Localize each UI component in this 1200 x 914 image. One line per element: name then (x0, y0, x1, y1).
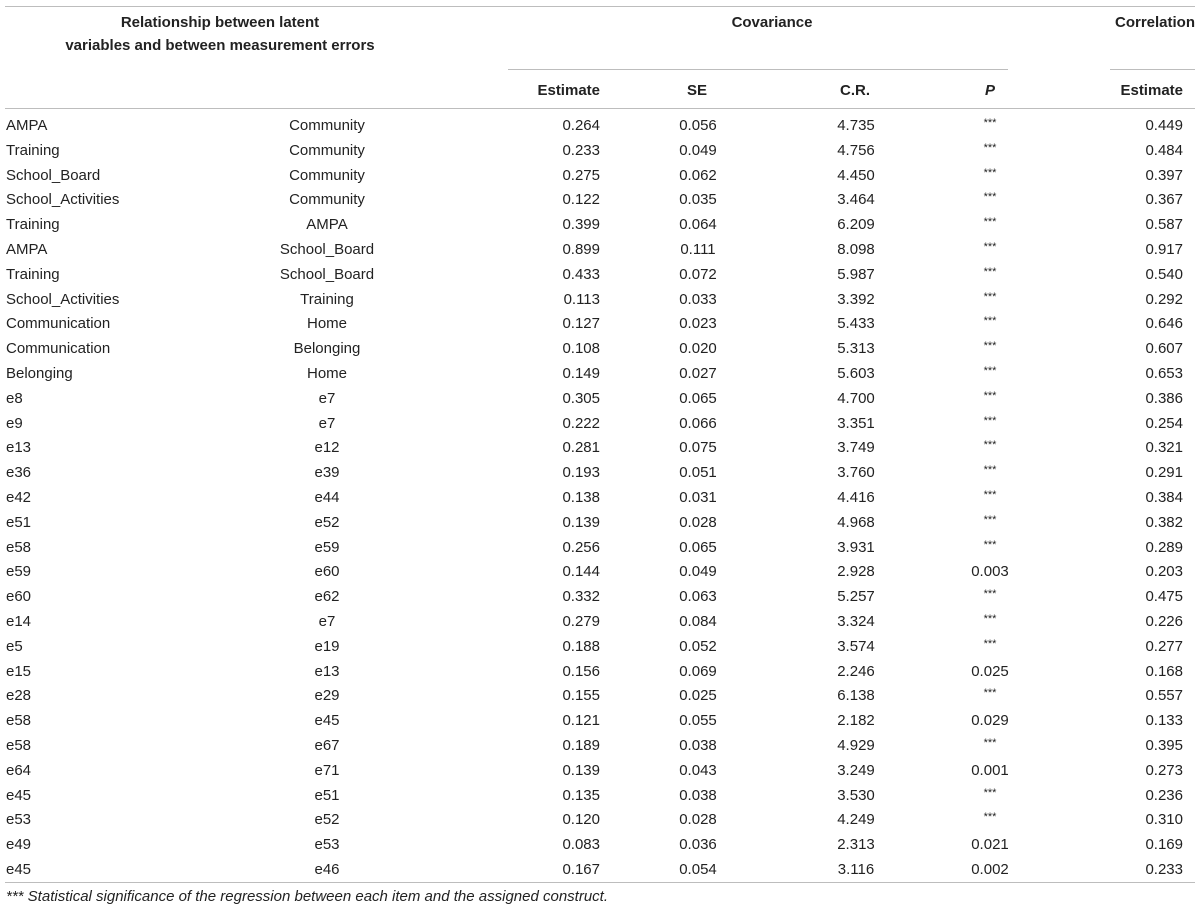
table-body (0, 114, 1200, 883)
correlation-estimate-cell: 0.607 (1145, 340, 1183, 358)
cr-cell: 3.249 (837, 761, 875, 779)
variable-1-cell: e14 (6, 612, 32, 630)
variable-2-cell: Community (289, 166, 365, 184)
table-row (0, 808, 1200, 833)
variable-2-cell: e59 (314, 538, 340, 556)
se-cell: 0.028 (679, 811, 717, 829)
correlation-estimate-cell: 0.917 (1145, 240, 1183, 258)
se-cell: 0.062 (679, 166, 717, 184)
variable-2-cell: e52 (314, 513, 340, 531)
variable-2-cell: e44 (314, 488, 340, 506)
correlation-estimate-cell: 0.168 (1145, 662, 1183, 680)
variable-2-cell: e71 (314, 761, 340, 779)
relationship-header (40, 11, 400, 57)
p-value-cell: *** (983, 141, 997, 154)
se-cell: 0.033 (679, 290, 717, 308)
p-value-cell: *** (983, 736, 997, 749)
se-cell: 0.069 (679, 662, 717, 680)
p-value-cell: *** (983, 191, 997, 204)
variable-1-cell: School_Activities (6, 290, 120, 308)
variable-1-cell: e9 (6, 414, 23, 432)
cr-cell: 6.138 (837, 687, 875, 705)
covariance-estimate-cell: 0.281 (562, 439, 600, 457)
variable-1-cell: Training (6, 141, 60, 159)
p-value-cell: *** (983, 364, 997, 377)
cr-cell: 2.928 (837, 563, 875, 581)
cr-cell: 2.246 (837, 662, 875, 680)
covariance-estimate-cell: 0.193 (562, 464, 600, 482)
table-row (0, 238, 1200, 263)
table-row (0, 734, 1200, 759)
correlation-estimate-cell: 0.382 (1145, 513, 1183, 531)
cr-cell: 3.351 (837, 414, 875, 432)
correlation-estimate-cell: 0.653 (1145, 364, 1183, 382)
se-cell: 0.020 (679, 340, 717, 358)
p-value-cell: *** (983, 389, 997, 402)
se-column-header: SE (686, 82, 707, 99)
variable-2-cell: e29 (314, 687, 340, 705)
se-cell: 0.064 (679, 216, 717, 234)
correlation-estimate-cell: 0.367 (1145, 191, 1183, 209)
variable-2-cell: e62 (314, 588, 340, 606)
table-row (0, 139, 1200, 164)
table-row (0, 511, 1200, 536)
covariance-estimate-cell: 0.332 (562, 588, 600, 606)
covariance-estimate-cell: 0.127 (562, 315, 600, 333)
covariance-estimate-cell: 0.139 (562, 513, 600, 531)
se-cell: 0.049 (679, 141, 717, 159)
p-value-cell: *** (983, 340, 997, 353)
covariance-rule (508, 69, 1008, 70)
p-value-cell: *** (983, 538, 997, 551)
correlation-estimate-cell: 0.273 (1145, 761, 1183, 779)
correlation-estimate-cell: 0.291 (1145, 464, 1183, 482)
table-row (0, 312, 1200, 337)
correlation-estimate-column-header: Estimate (1120, 82, 1183, 99)
table-row (0, 585, 1200, 610)
variable-1-cell: e28 (6, 687, 32, 705)
variable-1-cell: Communication (6, 340, 111, 358)
covariance-estimate-cell: 0.233 (562, 141, 600, 159)
correlation-estimate-cell: 0.292 (1145, 290, 1183, 308)
correlation-estimate-cell: 0.254 (1145, 414, 1183, 432)
variable-1-cell: e36 (6, 464, 32, 482)
variable-2-cell: e53 (314, 836, 340, 854)
covariance-estimate-cell: 0.264 (562, 117, 600, 134)
p-value-cell: *** (983, 315, 997, 328)
covariance-estimate-cell: 0.899 (562, 240, 600, 258)
table-row (0, 833, 1200, 858)
cr-cell: 3.116 (837, 860, 875, 878)
covariance-estimate-cell: 0.222 (562, 414, 600, 432)
table-row (0, 784, 1200, 809)
table-row (0, 858, 1200, 883)
variable-2-cell: e39 (314, 464, 340, 482)
table-row (0, 709, 1200, 734)
covariance-estimate-cell: 0.138 (562, 488, 600, 506)
correlation-estimate-cell: 0.395 (1145, 736, 1183, 754)
se-cell: 0.038 (679, 736, 717, 754)
table-row (0, 263, 1200, 288)
p-value-cell: *** (983, 612, 997, 625)
variable-2-cell: e46 (314, 860, 340, 878)
cr-cell: 3.464 (837, 191, 875, 209)
bottom-rule (5, 882, 1195, 883)
correlation-header: Correlation (1114, 14, 1195, 31)
table-row (0, 536, 1200, 561)
variable-1-cell: e51 (6, 513, 32, 531)
correlation-estimate-cell: 0.475 (1145, 588, 1183, 606)
correlation-estimate-cell: 0.384 (1145, 488, 1183, 506)
variable-1-cell: Communication (6, 315, 111, 333)
p-value-cell: *** (983, 488, 997, 501)
correlation-estimate-cell: 0.484 (1145, 141, 1183, 159)
variable-2-cell: e67 (314, 736, 340, 754)
correlation-estimate-cell: 0.646 (1145, 315, 1183, 333)
table-row (0, 188, 1200, 213)
cr-cell: 6.209 (837, 216, 875, 234)
variable-1-cell: e42 (6, 488, 32, 506)
covariance-estimate-cell: 0.305 (562, 389, 600, 407)
variable-1-cell: School_Activities (6, 191, 120, 209)
cr-column-header: C.R. (840, 82, 870, 99)
se-cell: 0.027 (679, 364, 717, 382)
table-row (0, 759, 1200, 784)
correlation-estimate-cell: 0.587 (1145, 216, 1183, 234)
se-cell: 0.054 (679, 860, 717, 878)
covariance-estimate-cell: 0.121 (562, 712, 600, 730)
variable-2-cell: e7 (318, 389, 336, 407)
correlation-estimate-cell: 0.233 (1145, 860, 1183, 878)
table-row (0, 412, 1200, 437)
top-rule (5, 6, 1195, 7)
covariance-estimate-cell: 0.144 (562, 563, 600, 581)
p-value-cell: *** (983, 265, 997, 278)
p-value-cell: 0.002 (971, 860, 1009, 878)
covariance-estimate-cell: 0.122 (562, 191, 600, 209)
p-value-cell: 0.001 (971, 761, 1009, 779)
variable-1-cell: AMPA (6, 117, 48, 134)
se-cell: 0.072 (679, 265, 717, 283)
cr-cell: 3.530 (837, 786, 875, 804)
table-row (0, 114, 1200, 139)
se-cell: 0.051 (679, 464, 717, 482)
covariance-estimate-cell: 0.135 (562, 786, 600, 804)
cr-cell: 5.433 (837, 315, 875, 333)
variable-2-cell: Home (306, 315, 347, 333)
variable-1-cell: e49 (6, 836, 32, 854)
table-row (0, 362, 1200, 387)
variable-2-cell: School_Board (279, 240, 375, 258)
covariance-estimate-cell: 0.108 (562, 340, 600, 358)
variable-1-cell: e5 (6, 637, 23, 655)
p-column-header: P (984, 82, 995, 99)
covariance-estimate-cell: 0.167 (562, 860, 600, 878)
cr-cell: 2.313 (837, 836, 875, 854)
cr-cell: 5.987 (837, 265, 875, 283)
cr-cell: 4.968 (837, 513, 875, 531)
variable-2-cell: e45 (314, 712, 340, 730)
variable-2-cell: Community (289, 141, 365, 159)
covariance-estimate-cell: 0.113 (563, 290, 600, 308)
variable-2-cell: e51 (314, 786, 340, 804)
se-cell: 0.075 (679, 439, 717, 457)
covariance-estimate-cell: 0.120 (562, 811, 600, 829)
cr-cell: 5.313 (837, 340, 875, 358)
table-row (0, 337, 1200, 362)
p-value-cell: *** (983, 117, 997, 129)
p-value-cell: *** (983, 464, 997, 477)
correlation-estimate-cell: 0.310 (1145, 811, 1183, 829)
se-cell: 0.065 (679, 389, 717, 407)
correlation-estimate-cell: 0.321 (1145, 439, 1183, 457)
table-row (0, 288, 1200, 313)
se-cell: 0.063 (679, 588, 717, 606)
cr-cell: 3.760 (837, 464, 875, 482)
se-cell: 0.055 (679, 712, 717, 730)
variable-2-cell: Community (289, 117, 365, 134)
variable-2-cell: e7 (318, 612, 336, 630)
p-value-cell: *** (983, 439, 997, 452)
p-value-cell: *** (983, 786, 997, 799)
correlation-estimate-cell: 0.289 (1145, 538, 1183, 556)
cr-cell: 4.735 (837, 117, 875, 134)
table-row (0, 684, 1200, 709)
variable-2-cell: School_Board (279, 265, 375, 283)
variable-1-cell: e15 (6, 662, 32, 680)
correlation-estimate-cell: 0.236 (1145, 786, 1183, 804)
se-cell: 0.056 (679, 117, 717, 134)
correlation-estimate-cell: 0.133 (1145, 712, 1183, 730)
estimate-column-header: Estimate (537, 82, 600, 99)
variable-1-cell: e58 (6, 538, 32, 556)
covariance-estimate-cell: 0.139 (562, 761, 600, 779)
se-cell: 0.036 (679, 836, 717, 854)
covariance-estimate-cell: 0.155 (562, 687, 600, 705)
se-cell: 0.031 (679, 488, 717, 506)
variable-1-cell: e8 (6, 389, 23, 407)
p-value-cell: 0.021 (971, 836, 1009, 854)
cr-cell: 4.700 (837, 389, 875, 407)
p-value-cell: 0.003 (971, 563, 1009, 581)
variable-1-cell: AMPA (6, 240, 48, 258)
covariance-estimate-cell: 0.083 (562, 836, 600, 854)
variable-1-cell: Belonging (6, 364, 73, 382)
cr-cell: 5.257 (837, 588, 875, 606)
se-cell: 0.049 (679, 563, 717, 581)
p-value-cell: *** (983, 414, 997, 427)
table-row (0, 635, 1200, 660)
covariance-estimate-cell: 0.433 (562, 265, 600, 283)
covariance-estimate-cell: 0.275 (562, 166, 600, 184)
p-value-cell: 0.025 (971, 662, 1009, 680)
table-row (0, 387, 1200, 412)
variable-2-cell: Community (289, 191, 365, 209)
correlation-estimate-cell: 0.386 (1145, 389, 1183, 407)
p-value-cell: 0.029 (971, 712, 1009, 730)
variable-1-cell: e58 (6, 736, 32, 754)
cr-cell: 3.931 (837, 538, 875, 556)
variable-2-cell: e13 (314, 662, 340, 680)
cr-cell: 4.249 (837, 811, 875, 829)
variable-1-cell: e58 (6, 712, 32, 730)
covariance-estimate-cell: 0.189 (562, 736, 600, 754)
variable-2-cell: e12 (314, 439, 340, 457)
covariance-estimate-cell: 0.188 (562, 637, 600, 655)
variable-2-cell: e52 (314, 811, 340, 829)
covariance-estimate-cell: 0.256 (562, 538, 600, 556)
p-value-cell: *** (983, 240, 997, 253)
variable-2-cell: e19 (314, 637, 340, 655)
cr-cell: 3.574 (837, 637, 875, 655)
variable-1-cell: e53 (6, 811, 32, 829)
variable-2-cell: e60 (314, 563, 340, 581)
table-row (0, 436, 1200, 461)
se-cell: 0.065 (679, 538, 717, 556)
se-cell: 0.035 (679, 191, 717, 209)
se-cell: 0.025 (679, 687, 717, 705)
correlation-estimate-cell: 0.203 (1145, 563, 1183, 581)
se-cell: 0.111 (680, 240, 716, 258)
variable-1-cell: e60 (6, 588, 32, 606)
table-footnote: *** Statistical significance of the regression between each item and the assigned construct. (6, 888, 609, 905)
correlation-estimate-cell: 0.540 (1145, 265, 1183, 283)
table-row (0, 213, 1200, 238)
correlation-estimate-cell: 0.449 (1145, 117, 1183, 134)
p-value-cell: *** (983, 216, 997, 229)
variable-1-cell: Training (6, 265, 60, 283)
correlation-estimate-cell: 0.226 (1145, 612, 1183, 630)
p-value-cell: *** (983, 166, 997, 179)
cr-cell: 4.756 (837, 141, 875, 159)
variable-1-cell: e59 (6, 563, 32, 581)
variable-2-cell: Training (300, 290, 354, 308)
variable-1-cell: e64 (6, 761, 32, 779)
se-cell: 0.052 (679, 637, 717, 655)
cr-cell: 3.324 (837, 612, 875, 630)
p-value-cell: *** (983, 513, 997, 526)
table-row (0, 660, 1200, 685)
se-cell: 0.084 (679, 612, 717, 630)
correlation-estimate-cell: 0.169 (1145, 836, 1183, 854)
variable-1-cell: e13 (6, 439, 32, 457)
table-row (0, 461, 1200, 486)
relationship-header-line2: variables and between measurement errors (65, 37, 375, 54)
cr-cell: 5.603 (837, 364, 875, 382)
covariance-estimate-cell: 0.399 (562, 216, 600, 234)
se-cell: 0.038 (679, 786, 717, 804)
cr-cell: 4.416 (837, 488, 875, 506)
table-row (0, 560, 1200, 585)
covariance-header: Covariance (731, 14, 813, 31)
covariance-estimate-cell: 0.279 (562, 612, 600, 630)
table-row (0, 610, 1200, 635)
p-value-cell: *** (983, 811, 997, 824)
cr-cell: 4.929 (837, 736, 875, 754)
p-value-cell: *** (983, 588, 997, 601)
correlation-estimate-cell: 0.557 (1145, 687, 1183, 705)
cr-cell: 3.749 (837, 439, 875, 457)
correlation-estimate-cell: 0.397 (1145, 166, 1183, 184)
covariance-estimate-cell: 0.156 (562, 662, 600, 680)
p-value-cell: *** (983, 290, 997, 303)
se-cell: 0.043 (679, 761, 717, 779)
variable-2-cell: Home (306, 364, 347, 382)
cr-cell: 3.392 (837, 290, 875, 308)
relationship-header-line1: Relationship between latent (120, 14, 320, 31)
correlation-estimate-cell: 0.277 (1145, 637, 1183, 655)
covariance-estimate-cell: 0.149 (562, 364, 600, 382)
variable-2-cell: e7 (318, 414, 336, 432)
table-row (0, 164, 1200, 189)
header-rule (5, 108, 1195, 109)
cr-cell: 8.098 (837, 240, 875, 258)
variable-1-cell: e45 (6, 860, 32, 878)
se-cell: 0.028 (679, 513, 717, 531)
cr-cell: 2.182 (837, 712, 875, 730)
variable-2-cell: AMPA (306, 216, 348, 234)
variable-1-cell: e45 (6, 786, 32, 804)
p-value-cell: *** (983, 637, 997, 650)
variable-1-cell: School_Board (6, 166, 101, 184)
p-value-cell: *** (983, 687, 997, 700)
table-row (0, 486, 1200, 511)
variable-2-cell: Belonging (293, 340, 361, 358)
se-cell: 0.066 (679, 414, 717, 432)
variable-1-cell: Training (6, 216, 60, 234)
correlation-rule (1110, 69, 1195, 70)
se-cell: 0.023 (679, 315, 717, 333)
cr-cell: 4.450 (837, 166, 875, 184)
